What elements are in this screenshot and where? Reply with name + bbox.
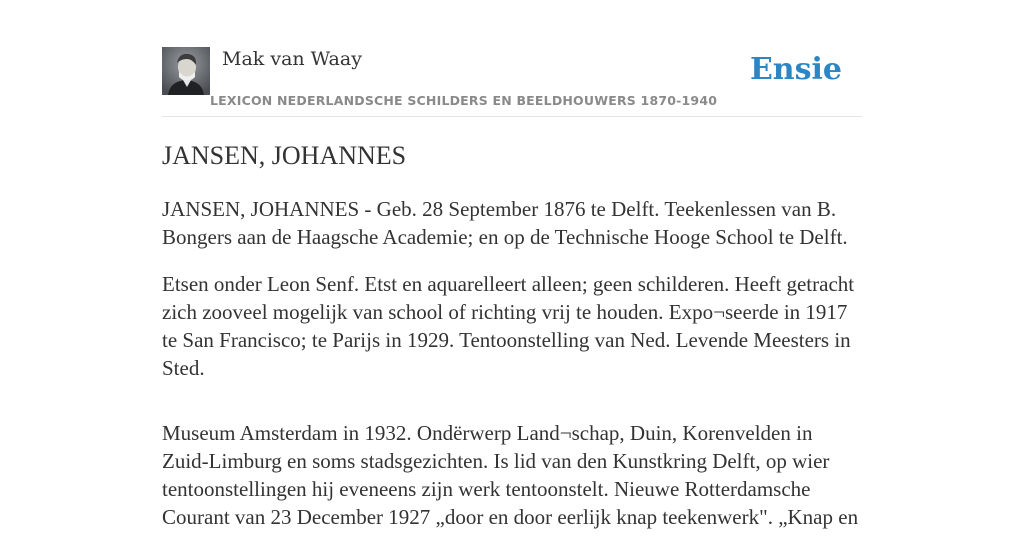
article-container [162,46,862,550]
author-avatar[interactable] [162,47,210,95]
article-header [162,46,862,117]
paragraph: Museum Amsterdam in 1932. Ondërwerp Land¬schap, Duin, Korenvelden in Zuid-Limburg en soms stadsgezichten. Is lid van den Kunstkring Delft, op wier tentoonstellingen hij eveneens zijn werk tentoonstelt. Nieuwe Rotterdamsche Courant van 23 December 1927 „door en door eerlijk knap teekenwerk". „Knap en [162,421,859,529]
portrait-image [162,47,210,95]
article-body [162,195,862,531]
paragraph: JANSEN, JOHANNES - Geb. 28 September 1876 te Delft. Teekenlessen van B. Bongers aan de Haagsche Academie; en op de Technische Hooge School te Delft. [162,197,848,249]
source-title[interactable]: LEXICON NEDERLANDSCHE SCHILDERS EN BEELDHOUWERS 1870-1940 [210,93,718,108]
author-name[interactable]: Mak van Waay [222,48,362,70]
brand-logo[interactable]: Ensie [749,52,842,87]
article-title: JANSEN, JOHANNES [162,141,407,170]
paragraph: Etsen onder Leon Senf. Etst en aquarelleert alleen; geen schilderen. Heeft getracht zich zooveel mogelijk van school of richting vrij te houden. Expo¬seerde in 1917 te San Francisco; te Parijs in 1929. Tentoonstelling van Ned. Levende Meesters in Sted. [162,272,855,380]
